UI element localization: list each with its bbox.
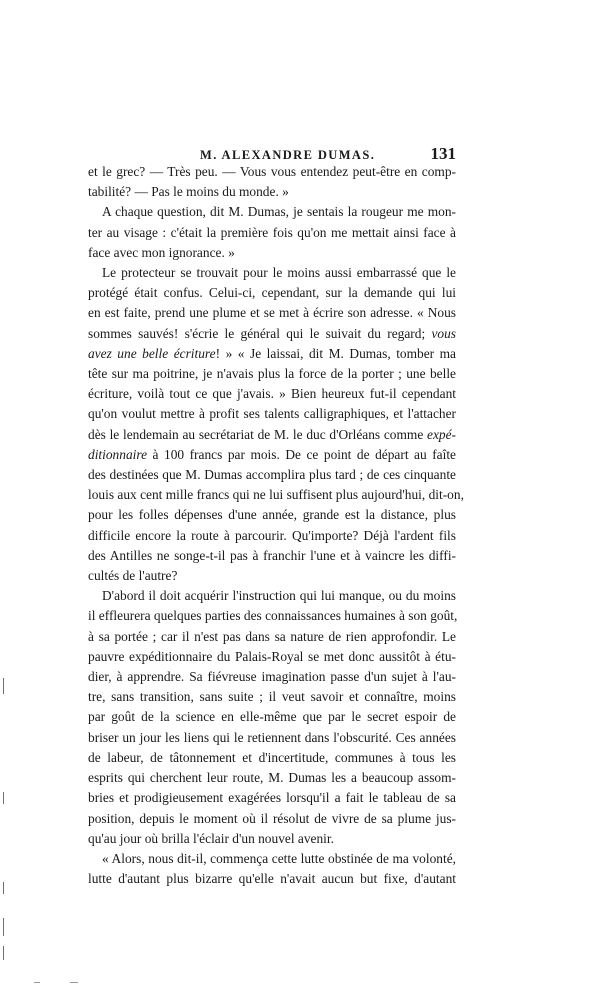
text-line: ter au visage : c'était la première fois qu'on me mettait ainsi face à — [88, 224, 456, 240]
text-line: position, depuis le moment où il résolut de vivre de sa plume jus- — [88, 810, 456, 826]
text-line: briser un jour les liens qui le retiennent dans l'obscurité. Ces années — [88, 729, 456, 745]
text-line: qu'au jour où brilla l'éclair d'un nouvel avenir. — [88, 830, 334, 846]
text-line: dès le lendemain au secrétariat de M. le duc d'Orléans comme expé- — [88, 426, 456, 442]
paragraph-5 — [88, 849, 456, 889]
text-line: écriture, voilà tout ce que j'avais. » Bien heureux fut-il cependant — [88, 386, 456, 402]
text-line: sommes sauvés! s'écrie le général qui le suivait du regard; vous — [88, 325, 456, 341]
text-line: pour les folles dépenses d'une année, grande est la distance, plus — [88, 507, 456, 523]
text-line: face avec mon ignorance. » — [88, 244, 235, 260]
text-line: Le protecteur se trouvait pour le moins aussi embarrassé que le — [102, 265, 456, 281]
paragraph-4 — [88, 586, 456, 849]
text-line: qu'on voulut mettre à profit ses talents calligraphiques, et l'attacher — [88, 406, 456, 422]
text-line: de labeur, de tâtonnement et d'incertitude, communes à tous les — [88, 749, 456, 765]
text-line: bries et prodigieusement exagérées lorsqu'il a fait le tableau de sa — [88, 790, 456, 806]
text-line: des Antilles ne songe-t-il pas à franchir l'une et à vaincre les diffi- — [88, 547, 456, 563]
scan-margin-mark — [3, 792, 4, 804]
text-line: « Alors, nous dit-il, commença cette lutte obstinée de ma volonté, — [102, 850, 456, 866]
text-line: tabilité? — Pas le moins du monde. » — [88, 184, 289, 200]
text-line: et le grec? — Très peu. — Vous vous entendez peut-être en comp- — [88, 164, 456, 179]
text-line: A chaque question, dit M. Dumas, je sentais la rougeur me mon- — [102, 204, 456, 220]
text-line: louis aux cent mille francs qui ne lui suffisent plus aujourd'hui, dit-on, — [88, 487, 464, 503]
paragraph-2 — [88, 202, 456, 263]
scan-bottom-mark — [70, 982, 78, 983]
text-line: difficile encore la route à parcourir. Qu'importe? Déjà l'ardent fils — [88, 527, 456, 543]
paragraph-1 — [88, 162, 456, 202]
text-line: à sa portée ; car il n'est pas dans sa nature de rien approfondir. Le — [88, 628, 456, 644]
text-line: pauvre expéditionnaire du Palais-Royal se met donc aussitôt à étu- — [88, 648, 456, 664]
text-line: cultés de l'autre? — [88, 568, 178, 584]
scan-margin-mark — [3, 678, 4, 694]
text-line: ditionnaire à 100 francs par mois. De ce point de départ au faîte — [88, 446, 456, 462]
page-number: 131 — [430, 144, 456, 163]
text-line: protégé était confus. Celui-ci, cependant, sur la demande qui lui — [88, 285, 456, 301]
text-line: en est faite, prend une plume et se met à écrire son adresse. « Nous — [88, 305, 456, 321]
text-line: lutte d'autant plus bizarre qu'elle n'avait aucun but fixe, d'autant — [88, 871, 456, 887]
text-line: D'abord il doit acquérir l'instruction qui lui manque, ou du moins — [102, 588, 456, 604]
scan-margin-mark — [3, 918, 4, 936]
text-line: des destinées que M. Dumas accomplira plus tard ; de ces cinquante — [88, 467, 456, 483]
scan-margin-mark — [3, 946, 4, 960]
scan-bottom-mark — [34, 982, 40, 983]
running-title: M. ALEXANDRE DUMAS. — [200, 148, 376, 162]
text-line: tête sur ma poitrine, je n'avais plus la force de la porter ; une belle — [88, 366, 456, 382]
text-line: avez une belle écriture! » « Je laissai, dit M. Dumas, tomber ma — [88, 345, 456, 361]
text-line: il effleurera quelques parties des connaissances humaines à son goût, — [88, 608, 458, 624]
scan-margin-mark — [3, 882, 4, 894]
body-text — [88, 162, 464, 889]
text-line: par goût de la science en elle-même que par le secret espoir de — [88, 709, 456, 725]
text-line: tre, sans transition, sans suite ; il veut savoir et connaître, moins — [88, 689, 456, 705]
text-line: esprits qui cherchent leur route, M. Dumas les a beaucoup assom- — [88, 770, 456, 786]
paragraph-3 — [88, 263, 464, 586]
text-line: dier, à apprendre. Sa fiévreuse imagination passe d'un sujet à l'au- — [88, 669, 456, 685]
